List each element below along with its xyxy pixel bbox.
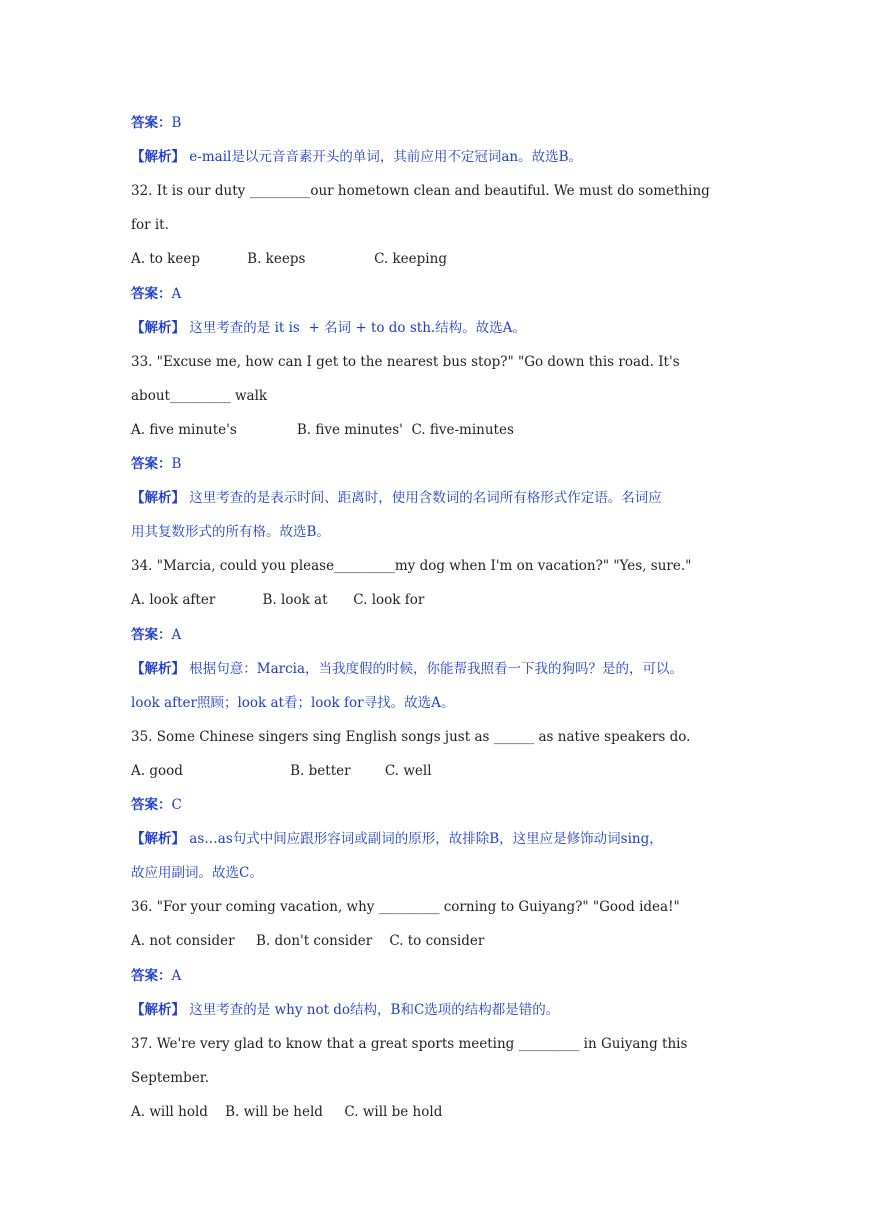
question-line	[131, 930, 741, 952]
line-text: for it.	[131, 217, 169, 234]
answer-label: 答案：	[131, 115, 172, 131]
explanation-label: 【解析】	[131, 490, 185, 507]
answer-line	[131, 794, 741, 816]
answer-label: 答案：	[131, 285, 172, 302]
explanation-line	[131, 999, 741, 1021]
answer-label: 答案：	[131, 967, 172, 984]
question-line	[131, 385, 741, 407]
explanation-line	[131, 521, 741, 543]
question-line	[131, 214, 741, 236]
explanation-label: 【解析】	[131, 319, 185, 336]
line-text: September.	[131, 1069, 209, 1086]
question-line	[131, 760, 741, 782]
line-text: 根据句意：Marcia，当我度假的时候，你能帮我照看一下我的狗吗？是的，可以。	[185, 660, 684, 677]
question-line	[131, 419, 741, 441]
line-text: B	[171, 456, 182, 472]
question-line	[131, 1033, 741, 1055]
line-text: A. not consider B. don't consider C. to consider	[131, 933, 485, 950]
line-text: A. good B. better C. well	[131, 762, 432, 779]
explanation-line	[131, 146, 741, 168]
explanation-label: 【解析】	[131, 660, 185, 677]
answer-line	[131, 624, 741, 646]
question-line	[131, 1101, 741, 1123]
line-text: 33. "Excuse me, how can I get to the nearest bus stop?" "Go down this road. It's	[131, 353, 680, 370]
question-line	[131, 726, 741, 748]
question-line	[131, 180, 741, 202]
answer-line	[131, 453, 741, 475]
line-text: 这里考查的是 why not do结构，B和C选项的结构都是错的。	[185, 1001, 560, 1018]
explanation-label: 【解析】	[131, 831, 185, 848]
line-text: 这里考查的是 it is + 名词 + to do sth.结构。故选A。	[185, 319, 526, 336]
answer-label: 答案：	[131, 797, 172, 813]
question-line	[131, 896, 741, 918]
explanation-label: 【解析】	[131, 1001, 185, 1018]
line-text: A. five minute's B. five minutes' C. five-minutes	[131, 421, 514, 438]
explanation-line	[131, 828, 741, 850]
line-text: about_________ walk	[131, 387, 268, 404]
answer-line	[131, 283, 741, 305]
explanation-line	[131, 862, 741, 884]
question-line	[131, 589, 741, 611]
line-text: 34. "Marcia, could you please_________my dog when I'm on vacation?" "Yes, sure."	[131, 558, 692, 575]
line-text: 36. "For your coming vacation, why _________ corning to Guiyang?" "Good idea!"	[131, 899, 680, 916]
explanation-line	[131, 317, 741, 339]
explanation-label: 【解析】	[131, 149, 185, 166]
line-text: A. to keep B. keeps C. keeping	[131, 251, 447, 268]
line-text: e-mail是以元音音素开头的单词，其前应用不定冠词an。故选B。	[185, 149, 582, 166]
line-text: 32. It is our duty _________our hometown clean and beautiful. We must do something	[131, 183, 710, 200]
answer-label: 答案：	[131, 626, 172, 643]
line-text: 用其复数形式的所有格。故选B。	[131, 524, 330, 541]
question-line	[131, 555, 741, 577]
answer-line	[131, 965, 741, 987]
line-text: C	[171, 797, 182, 813]
line-text: as…as句式中间应跟形容词或副词的原形，故排除B，这里应是修饰动词sing，	[185, 831, 663, 848]
answer-line	[131, 112, 741, 134]
line-text: 37. We're very glad to know that a great sports meeting _________ in Guiyang this	[131, 1035, 688, 1052]
line-text: A. will hold B. will be held C. will be hold	[131, 1103, 443, 1120]
line-text: B	[171, 115, 182, 131]
explanation-line	[131, 658, 741, 680]
line-text: 这里考查的是表示时间、距离时，使用含数词的名词所有格形式作定语。名词应	[185, 490, 662, 507]
line-text: A	[171, 967, 182, 984]
line-text: A. look after B. look at C. look for	[131, 592, 425, 609]
answer-label: 答案：	[131, 456, 172, 472]
line-text: look after照顾；look at看；look for寻找。故选A。	[131, 694, 455, 711]
question-line	[131, 248, 741, 270]
explanation-line	[131, 487, 741, 509]
question-line	[131, 1067, 741, 1089]
question-line	[131, 351, 741, 373]
line-text: A	[171, 626, 182, 643]
line-text: A	[171, 285, 182, 302]
line-text: 35. Some Chinese singers sing English songs just as ______ as native speakers do.	[131, 728, 691, 745]
explanation-line	[131, 692, 741, 714]
line-text: 故应用副词。故选C。	[131, 865, 263, 882]
